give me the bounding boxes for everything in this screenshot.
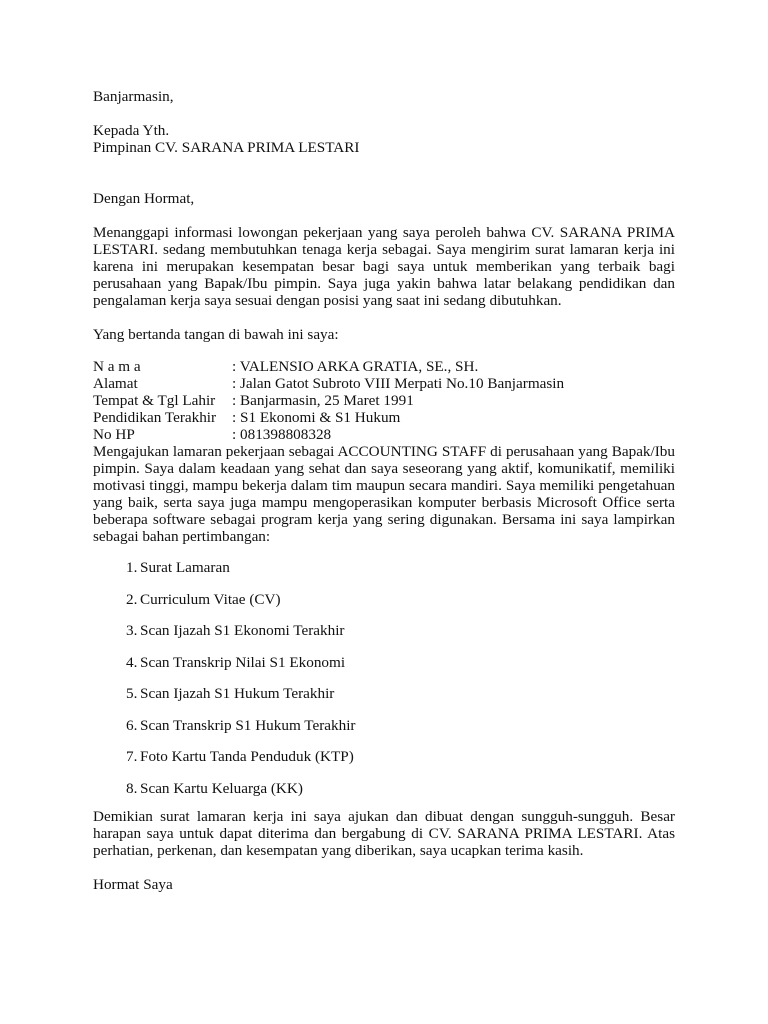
list-item-text: Surat Lamaran (140, 559, 230, 576)
list-item-number: 7. (126, 748, 138, 765)
letter-place: Banjarmasin, (93, 88, 174, 105)
letter-body (93, 88, 675, 893)
undersigned-line: Yang bertanda tangan di bawah ini saya: (93, 326, 339, 343)
list-item-text: Foto Kartu Tanda Penduduk (KTP) (140, 748, 354, 765)
info-value: : S1 Ekonomi & S1 Hukum (232, 409, 401, 426)
list-item-number: 2. (126, 590, 138, 608)
salutation: Dengan Hormat, (93, 190, 195, 207)
list-item (93, 685, 675, 702)
intro-paragraph: Menanggapi informasi lowongan pekerjaan yang saya peroleh bahwa CV. SARANA PRIMA LESTARI. sedang membutuhkan tenaga kerja sebagai. Saya mengirim surat lamaran kerja ini karena ini merupakan kesempatan besar bagi saya untuk memberikan yang terbaik bagi perusahaan yang Bapak/Ibu pimpin. Saya juga yakin bahwa latar belakang pendidikan dan pengalaman kerja saya sesuai dengan posisi yang saat ini sedang dibutuhkan. (93, 224, 675, 309)
list-item-number: 5. (126, 685, 138, 702)
info-value: : Jalan Gatot Subroto VIII Merpati No.10 Banjarmasin (232, 375, 565, 392)
list-item (93, 591, 675, 608)
attachment-list (93, 559, 675, 797)
list-item (93, 748, 675, 765)
list-item-number: 1. (126, 559, 138, 576)
list-item-number: 3. (126, 622, 138, 639)
info-label: N a m a (93, 358, 141, 375)
info-label: Alamat (93, 375, 138, 392)
list-item (93, 622, 675, 639)
list-item-text: Scan Transkrip Nilai S1 Ekonomi (140, 653, 346, 671)
application-paragraph: Mengajukan lamaran pekerjaan sebagai ACCOUNTING STAFF di perusahaan yang Bapak/Ibu pimpin. Saya dalam keadaan yang sehat dan saya seseorang yang aktif, komunikatif, memiliki motivasi tinggi, mampu bekerja dalam tim maupun secara mandiri. Saya memiliki pengetahuan yang baik, serta saya juga mampu mengoperasikan komputer berbasis Microsoft Office serta beberapa software sebagai program kerja yang sering digunakan. Bersama ini saya lampirkan sebagai bahan pertimbangan: (93, 443, 675, 545)
list-item-text: Scan Ijazah S1 Ekonomi Terakhir (140, 622, 345, 639)
list-item-text: Scan Ijazah S1 Hukum Terakhir (140, 685, 335, 702)
info-row-name (93, 358, 675, 375)
list-item-number: 8. (126, 779, 138, 797)
closing-paragraph: Demikian surat lamaran kerja ini saya ajukan dan dibuat dengan sungguh-sungguh. Besar harapan saya untuk dapat diterima dan bergabung di CV. SARANA PRIMA LESTARI. Atas perhatian, perkenan, dan kesempatan yang diberikan, saya ucapkan terima kasih. (93, 808, 675, 859)
list-item (93, 559, 675, 576)
info-label: Pendidikan Terakhir (93, 409, 217, 426)
recipient-block (93, 122, 675, 156)
list-item-text: Curriculum Vitae (CV) (140, 590, 281, 608)
info-row-phone (93, 426, 675, 443)
recipient-line-1: Kepada Yth. (93, 122, 170, 139)
list-item (93, 717, 675, 734)
recipient-line-2: Pimpinan CV. SARANA PRIMA LESTARI (93, 139, 360, 156)
list-item-text: Scan Transkrip S1 Hukum Terakhir (140, 716, 356, 734)
list-item-number: 4. (126, 653, 138, 671)
info-row-address (93, 375, 675, 392)
info-row-education (93, 409, 675, 426)
personal-info-table (93, 358, 675, 443)
list-item-number: 6. (126, 716, 138, 734)
info-value: : 081398808328 (232, 426, 332, 443)
info-value: : VALENSIO ARKA GRATIA, SE., SH. (232, 358, 479, 375)
info-value: : Banjarmasin, 25 Maret 1991 (232, 392, 414, 409)
list-item-text: Scan Kartu Keluarga (KK) (140, 779, 303, 797)
info-label: No HP (93, 426, 135, 443)
sign-off: Hormat Saya (93, 876, 173, 893)
info-label: Tempat & Tgl Lahir (93, 392, 216, 409)
list-item (93, 654, 675, 671)
list-item (93, 780, 675, 797)
info-row-birth (93, 392, 675, 409)
